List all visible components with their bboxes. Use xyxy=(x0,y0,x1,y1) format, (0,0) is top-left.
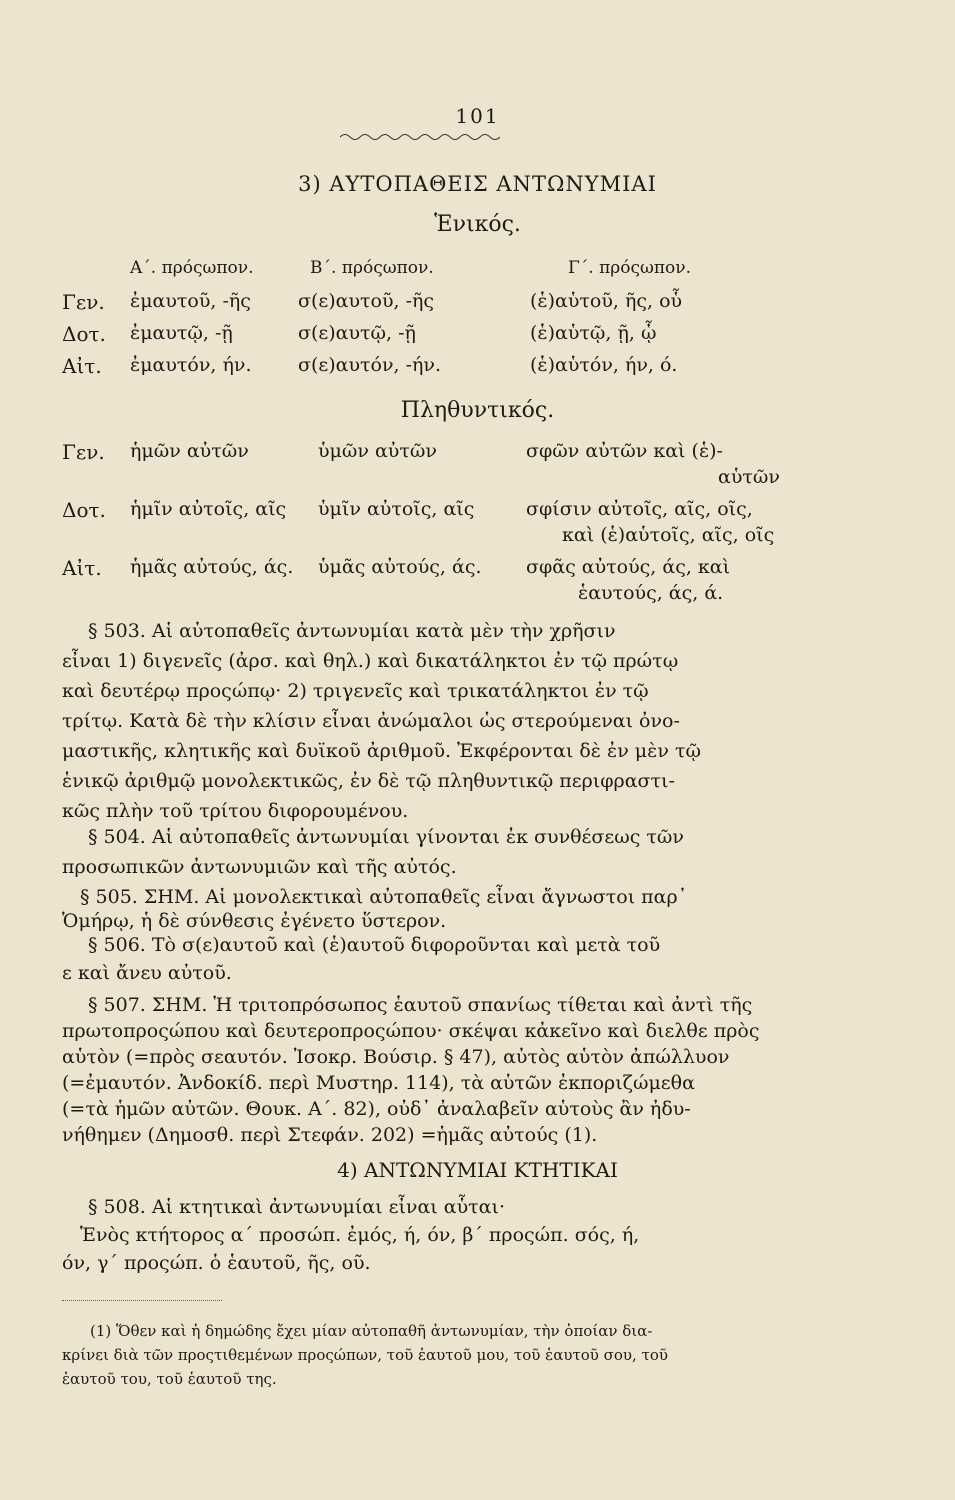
table-cell: σ(ε)αυτῷ, -ῇ xyxy=(298,322,416,344)
table-cell: ὑμᾶς αὐτούς, άς. xyxy=(318,556,482,578)
case-label: Γεν. xyxy=(62,290,105,314)
plural-title: Πληθυντικός. xyxy=(400,398,555,423)
table-cell: ἡμῶν αὐτῶν xyxy=(130,440,249,462)
paragraph-503-line: κῶς πλὴν τοῦ τρίτου διφορουμένου. xyxy=(62,800,409,822)
singular-title: Ἑνικός. xyxy=(434,212,521,237)
table-cell: ἐμαυτῷ, -ῇ xyxy=(130,322,233,344)
paragraph-508-line: όν, γ΄ προςώπ. ὁ ἑαυτοῦ, ῆς, οῦ. xyxy=(62,1252,371,1274)
section-3-title: 3) ΑΥΤΟΠΑΘΕΙΣ ΑΝΤΩΝΥΜΙΑΙ xyxy=(298,172,657,196)
table-cell: ἑαυτούς, άς, ά. xyxy=(578,582,724,604)
case-label: Γεν. xyxy=(62,440,105,464)
footnote-line: (1) Ὅθεν καὶ ἡ δημώδης ἔχει μίαν αὐτοπαθῆ ἀντωνυμίαν, τὴν ὁποίαν δια- xyxy=(90,1322,653,1340)
table-cell: αὑτῶν xyxy=(718,466,780,488)
paragraph-506-line: § 506. Τὸ σ(ε)αυτοῦ καὶ (ἑ)αυτοῦ διφοροῦνται καὶ μετὰ τοῦ xyxy=(88,934,661,956)
paragraph-503-line: ἑνικῷ ἀριθμῷ μονολεκτικῶς, ἐν δὲ τῷ πληθυντικῷ περιφραστι- xyxy=(62,770,675,792)
paragraph-507-line: νήθημεν (Δημοσθ. περὶ Στεφάν. 202) =ἡμᾶς αὐτούς (1). xyxy=(62,1124,598,1146)
page-number: 101 xyxy=(455,104,500,128)
table-cell: σφίσιν αὐτοῖς, αῖς, οῖς, xyxy=(526,498,753,520)
table-cell: ἡμᾶς αὐτούς, άς. xyxy=(130,556,294,578)
paragraph-503-line: § 503. Αἱ αὐτοπαθεῖς ἀντωνυμίαι κατὰ μὲν τὴν χρῆσιν xyxy=(88,620,616,642)
case-label: Δοτ. xyxy=(62,498,106,522)
table-cell: σ(ε)αυτοῦ, -ῆς xyxy=(298,290,435,312)
paragraph-506-line: ε καὶ ἄνευ αὐτοῦ. xyxy=(62,962,232,984)
case-label: Δοτ. xyxy=(62,322,106,346)
paragraph-508-line: § 508. Αἱ κτητικαὶ ἀντωνυμίαι εἶναι αὗται· xyxy=(88,1196,505,1218)
table-cell: (ἑ)αὑτοῦ, ῆς, οὗ xyxy=(530,290,683,312)
case-label: Αἰτ. xyxy=(62,556,102,580)
table-cell: ἡμῖν αὐτοῖς, αῖς xyxy=(130,498,287,520)
decorative-wave-rule xyxy=(340,132,500,142)
paragraph-503-line: καὶ δευτέρῳ προςώπῳ· 2) τριγενεῖς καὶ τρικατάληκτοι ἐν τῷ xyxy=(62,680,649,702)
paragraph-508-line: Ἑνὸς κτήτορος α΄ προσώπ. ἐμός, ή, όν, β΄ προςώπ. σός, ή, xyxy=(80,1224,640,1246)
table-cell: ὑμῶν αὐτῶν xyxy=(318,440,437,462)
table-cell: (ἑ)αὑτῷ, ῇ, ᾧ xyxy=(530,322,657,344)
table-cell: καὶ (ἑ)αὑτοῖς, αῖς, οῖς xyxy=(562,524,775,546)
paragraph-503-line: τρίτῳ. Κατὰ δὲ τὴν κλίσιν εἶναι ἀνώμαλοι ὡς στερούμεναι ὀνο- xyxy=(62,710,680,732)
paragraph-507-line: (=ἐμαυτόν. Ἀνδοκίδ. περὶ Μυστηρ. 114), τὰ αὑτῶν ἐκποριζώμεθα xyxy=(62,1072,695,1094)
paragraph-507-line: αὑτὸν (=πρὸς σεαυτόν. Ἰσοκρ. Βούσιρ. § 47), αὐτὸς αὑτὸν ἀπώλλυον xyxy=(62,1046,730,1068)
case-label: Αἰτ. xyxy=(62,354,102,378)
table-cell: σ(ε)αυτόν, -ήν. xyxy=(298,354,441,376)
table-cell: ὑμῖν αὐτοῖς, αῖς xyxy=(318,498,475,520)
footnote-separator xyxy=(62,1300,222,1301)
table-cell: (ἑ)αὑτόν, ήν, ό. xyxy=(530,354,678,376)
paragraph-505-line: § 505. ΣΗΜ. Αἱ μονολεκτικαὶ αὐτοπαθεῖς εἶναι ἄγνωστοι παρ᾽ xyxy=(80,886,688,908)
table-cell: ἐμαυτόν, ήν. xyxy=(130,354,252,376)
person-header-2: Β΄. πρόςωπον. xyxy=(310,258,434,278)
paragraph-505-line: Ὁμήρῳ, ἡ δὲ σύνθεσις ἐγένετο ὕστερον. xyxy=(62,910,447,932)
footnote-line: κρίνει διὰ τῶν προςτιθεμένων προςώπων, τοῦ ἑαυτοῦ μου, τοῦ ἑαυτοῦ σου, τοῦ xyxy=(62,1346,669,1364)
section-4-title: 4) ΑΝΤΩΝΥΜΙΑΙ ΚΤΗΤΙΚΑΙ xyxy=(337,1158,618,1182)
paragraph-503-line: μαστικῆς, κλητικῆς καὶ δυϊκοῦ ἀριθμοῦ. Ἐκφέρονται δὲ ἐν μὲν τῷ xyxy=(62,740,701,762)
table-cell: ἐμαυτοῦ, -ῆς xyxy=(130,290,251,312)
footnote-line: ἑαυτοῦ του, τοῦ ἑαυτοῦ της. xyxy=(62,1370,277,1388)
paragraph-507-line: πρωτοπροςώπου καὶ δευτεροπροςώπου· σκέψαι κἀκεῖνο καὶ διελθε πρὸς xyxy=(62,1020,760,1042)
paragraph-504-line: § 504. Αἱ αὐτοπαθεῖς ἀντωνυμίαι γίνονται ἐκ συνθέσεως τῶν xyxy=(88,826,684,848)
paragraph-504-line: προσωπικῶν ἀντωνυμιῶν καὶ τῆς αὐτός. xyxy=(62,856,457,878)
table-cell: σφᾶς αὐτούς, άς, καὶ xyxy=(526,556,731,578)
paragraph-507-line: (=τὰ ἡμῶν αὐτῶν. Θουκ. Α΄. 82), οὐδ᾽ ἀναλαβεῖν αὑτοὺς ἂν ἠδυ- xyxy=(62,1098,691,1120)
person-header-1: Α΄. πρόςωπον. xyxy=(130,258,254,278)
table-cell: σφῶν αὐτῶν καὶ (ἑ)- xyxy=(526,440,723,462)
paragraph-507-line: § 507. ΣΗΜ. Ἡ τριτοπρόσωπος ἑαυτοῦ σπανίως τίθεται καὶ ἀντὶ τῆς xyxy=(88,994,753,1016)
paragraph-503-line: εἶναι 1) διγενεῖς (ἀρσ. καὶ θηλ.) καὶ δικατάληκτοι ἐν τῷ πρώτῳ xyxy=(62,650,679,672)
person-header-3: Γ΄. πρόςωπον. xyxy=(568,258,692,278)
